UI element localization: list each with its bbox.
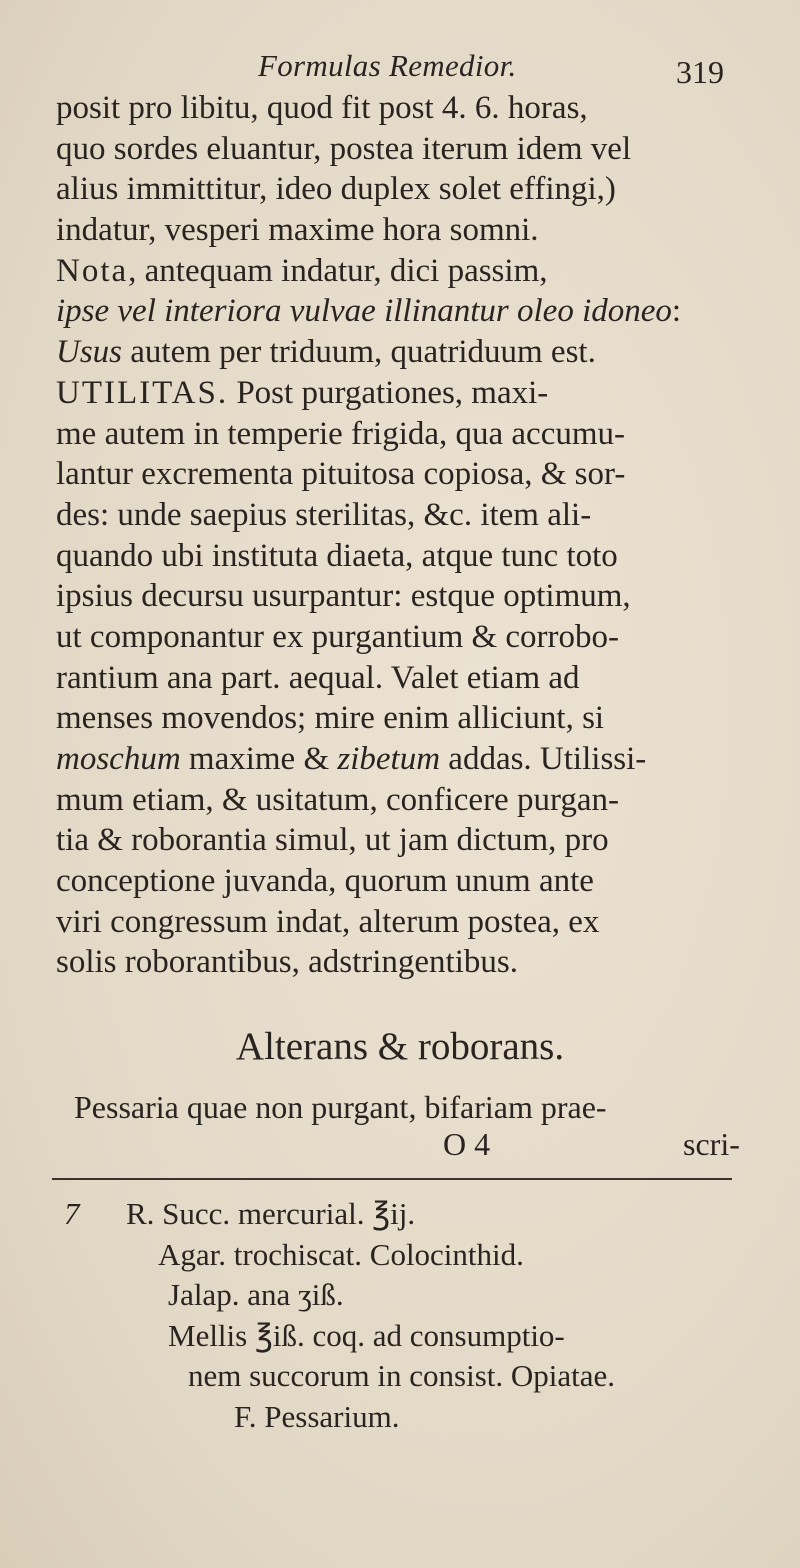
text-line [56, 291, 768, 332]
horizontal-rule [52, 1178, 732, 1180]
text-line [56, 332, 768, 373]
text-segment: maxime & [180, 741, 338, 777]
text-line [56, 780, 768, 821]
text-segment: zibetum [337, 741, 441, 777]
text-segment: ipsius decursu usurpantur: estque optimum, [56, 578, 631, 615]
text-line [56, 536, 768, 577]
text-segment: Nota [56, 252, 129, 289]
recipe-marker: 7 [64, 1196, 80, 1231]
recipe-line: Jalap. ana ʒiß. [168, 1277, 344, 1312]
recipe-line: F. Pessarium. [234, 1398, 400, 1434]
recipe-line: Agar. trochiscat. Colocinthid. [158, 1236, 524, 1272]
running-title: Formulas Remedior. [258, 48, 517, 83]
text-segment: : [671, 293, 682, 330]
signature-row [0, 1124, 800, 1164]
recipe-line [64, 1194, 764, 1235]
text-line [56, 576, 768, 617]
text-line [56, 820, 768, 861]
recipe-line: nem succorum in consist. Opiatae. [188, 1358, 616, 1393]
body-text [56, 88, 768, 983]
catchword: scri- [683, 1126, 740, 1162]
recipe-line-text: R. Succ. mercurial. ℥ij. [126, 1196, 416, 1231]
page-number: 319 [676, 54, 724, 90]
text-segment: autem per triduum, quatriduum est. [122, 334, 596, 371]
text-line [56, 373, 768, 414]
text-segment: moschum [56, 741, 181, 777]
text-segment: , antequam indatur, dici passim, [128, 252, 548, 289]
text-line [56, 861, 768, 902]
running-head [0, 48, 800, 88]
text-line [56, 454, 768, 495]
text-segment: ipse vel interiora vulvae illinantur oleo idoneo [56, 293, 672, 330]
text-segment: lantur excrementa pituitosa copiosa, & sor- [56, 456, 626, 493]
text-segment: UTILITAS. [56, 374, 229, 411]
text-segment: Usus [56, 334, 123, 371]
text-line [56, 617, 768, 658]
text-segment: indatur, vesperi maxime hora somni. [56, 212, 539, 249]
text-segment: ut componantur ex purgantium & corrobo- [56, 618, 620, 655]
text-line [56, 658, 768, 699]
text-segment: addas. Utilissi- [440, 741, 647, 777]
text-line [56, 495, 768, 536]
section-heading: Alterans & roborans. [235, 1025, 565, 1068]
text-segment: viri congressum indat, alterum postea, ex [56, 903, 600, 940]
text-line [56, 942, 768, 983]
text-segment: des: unde saepius sterilitas, &c. item ali- [56, 496, 592, 533]
paragraph-pessaria [74, 1088, 774, 1126]
text-segment: mum etiam, & usitatum, conficere purgan- [56, 781, 619, 818]
text-segment: Post purgationes, maxi- [228, 374, 549, 411]
recipe-block [64, 1194, 764, 1437]
text-line: Pessaria quae non purgant, bifariam prae- [74, 1089, 607, 1125]
signature-mark: O 4 [443, 1126, 491, 1162]
text-segment: me autem in temperie frigida, qua accumu- [56, 415, 626, 452]
text-line [56, 210, 768, 251]
text-line [56, 88, 768, 129]
text-segment: conceptione juvanda, quorum unum ante [56, 863, 594, 900]
text-line [56, 698, 768, 739]
text-line [56, 251, 768, 292]
recipe-line: Mellis ℥iß. coq. ad consumptio- [168, 1317, 565, 1353]
text-segment: quando ubi instituta diaeta, atque tunc toto [56, 537, 618, 574]
text-segment: quo sordes eluantur, postea iterum idem vel [56, 130, 632, 167]
text-segment: rantium ana part. aequal. Valet etiam ad [56, 659, 580, 696]
text-segment: tia & roborantia simul, ut jam dictum, pro [56, 822, 609, 859]
text-segment: alius immittitur, ideo duplex solet effingi,) [56, 171, 616, 208]
text-line [56, 169, 768, 210]
text-line [56, 739, 768, 780]
text-segment: posit pro libitu, quod fit post 4. 6. horas, [56, 90, 588, 126]
text-segment: solis roborantibus, adstringentibus. [56, 944, 518, 981]
text-line [56, 902, 768, 943]
text-line [56, 414, 768, 455]
text-segment: menses movendos; mire enim alliciunt, si [56, 700, 605, 737]
text-line [56, 129, 768, 170]
